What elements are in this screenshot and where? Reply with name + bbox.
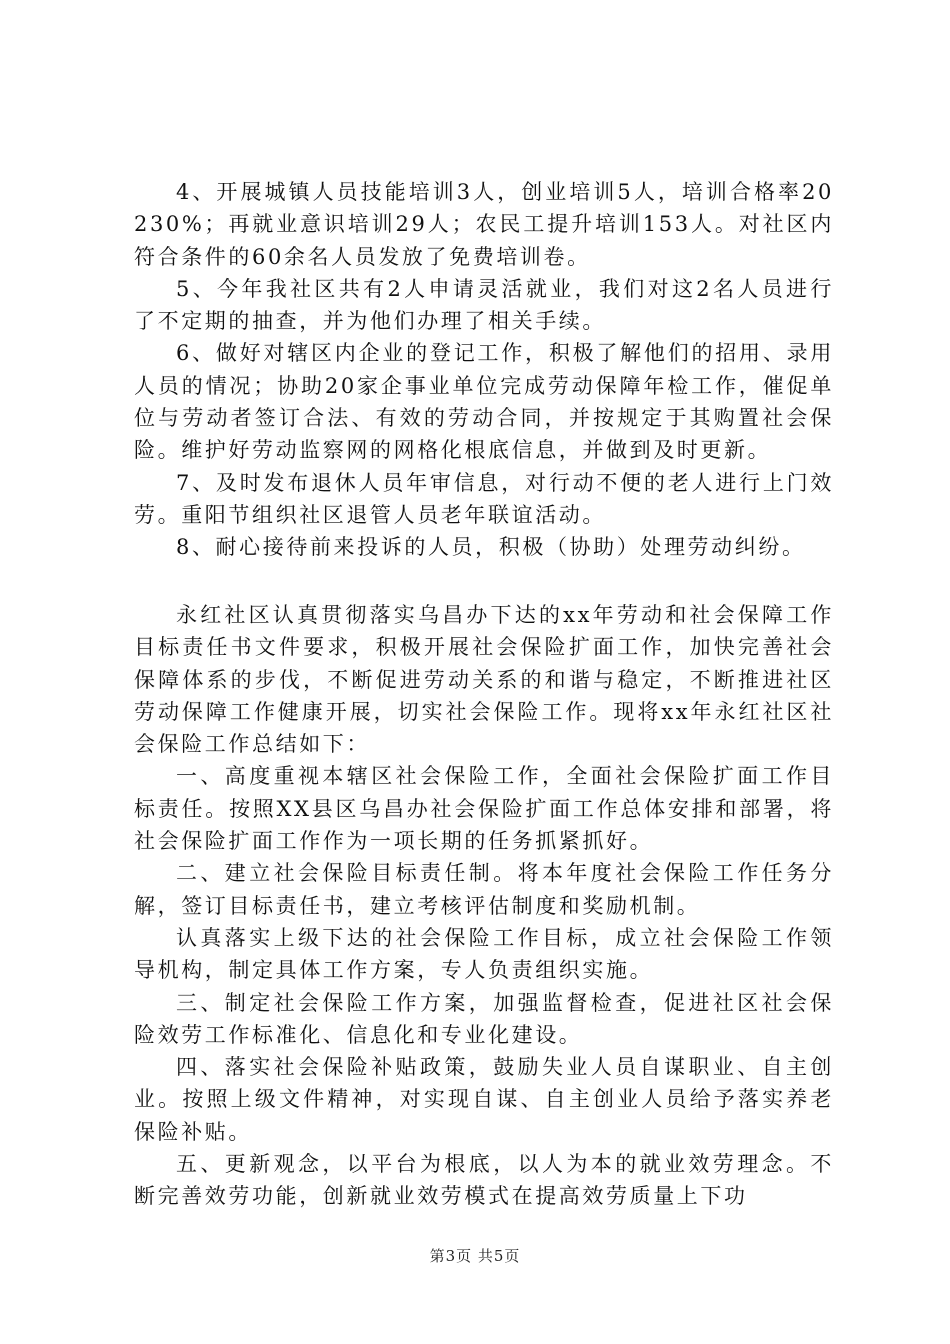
paragraph-intro: 永红社区认真贯彻落实乌昌办下达的xx年劳动和社会保障工作目标责任书文件要求，积极开展社会保险扩面工作，加快完善社会保障体系的步伐，不断促进劳动关系的和谐与稳定，不断推进社区劳动保障工作健康开展，切实社会保险工作。现将xx年永红社区社会保险工作总结如下： [134,603,834,757]
section-work-items [134,176,834,564]
paragraph-item-4: 4、开展城镇人员技能培训3人，创业培训5人，培训合格率20230%；再就业意识培训29人；农民工提升培训153人。对社区内符合条件的60余名人员发放了免费培训卷。 [134,180,834,269]
paragraph-point-4: 四、落实社会保险补贴政策，鼓励失业人员自谋职业、自主创业。按照上级文件精神，对实现自谋、自主创业人员给予落实养老保险补贴。 [134,1055,834,1144]
paragraph-point-5: 五、更新观念，以平台为根底，以人为本的就业效劳理念。不断完善效劳功能，创新就业效劳模式在提高效劳质量上下功 [134,1152,834,1209]
paragraph-point-2-detail: 认真落实上级下达的社会保险工作目标，成立社会保险工作领导机构，制定具体工作方案，专人负责组织实施。 [134,925,834,983]
paragraph-item-7: 7、及时发布退休人员年审信息，对行动不便的老人进行上门效劳。重阳节组织社区退管人员老年联谊活动。 [134,470,834,527]
section-social-insurance-summary [134,599,834,1213]
paragraph-point-2: 二、建立社会保险目标责任制。将本年度社会保险工作任务分解，签订目标责任书，建立考核评估制度和奖励机制。 [134,861,834,918]
paragraph-point-1: 一、高度重视本辖区社会保险工作，全面社会保险扩面工作目标责任。按照XX县区乌昌办社会保险扩面工作总体安排和部署，将社会保险扩面工作作为一项长期的任务抓紧抓好。 [134,764,834,854]
paragraph-item-6: 6、做好对辖区内企业的登记工作，积极了解他们的招用、录用人员的情况；协助20家企事业单位完成劳动保障年检工作，催促单位与劳动者签订合法、有效的劳动合同，并按规定于其购置社会保险。维护好劳动监察网的网格化根底信息，并做到及时更新。 [134,341,834,463]
paragraph-point-3: 三、制定社会保险工作方案，加强监督检查，促进社区社会保险效劳工作标准化、信息化和专业化建设。 [134,990,834,1047]
page-number-footer: 第3页 共5页 [429,1247,521,1265]
paragraph-item-5: 5、今年我社区共有2人申请灵活就业，我们对这2名人员进行了不定期的抽查，并为他们办理了相关手续。 [134,276,834,334]
paragraph-item-8: 8、耐心接待前来投诉的人员，积极（协助）处理劳动纠纷。 [176,535,806,560]
